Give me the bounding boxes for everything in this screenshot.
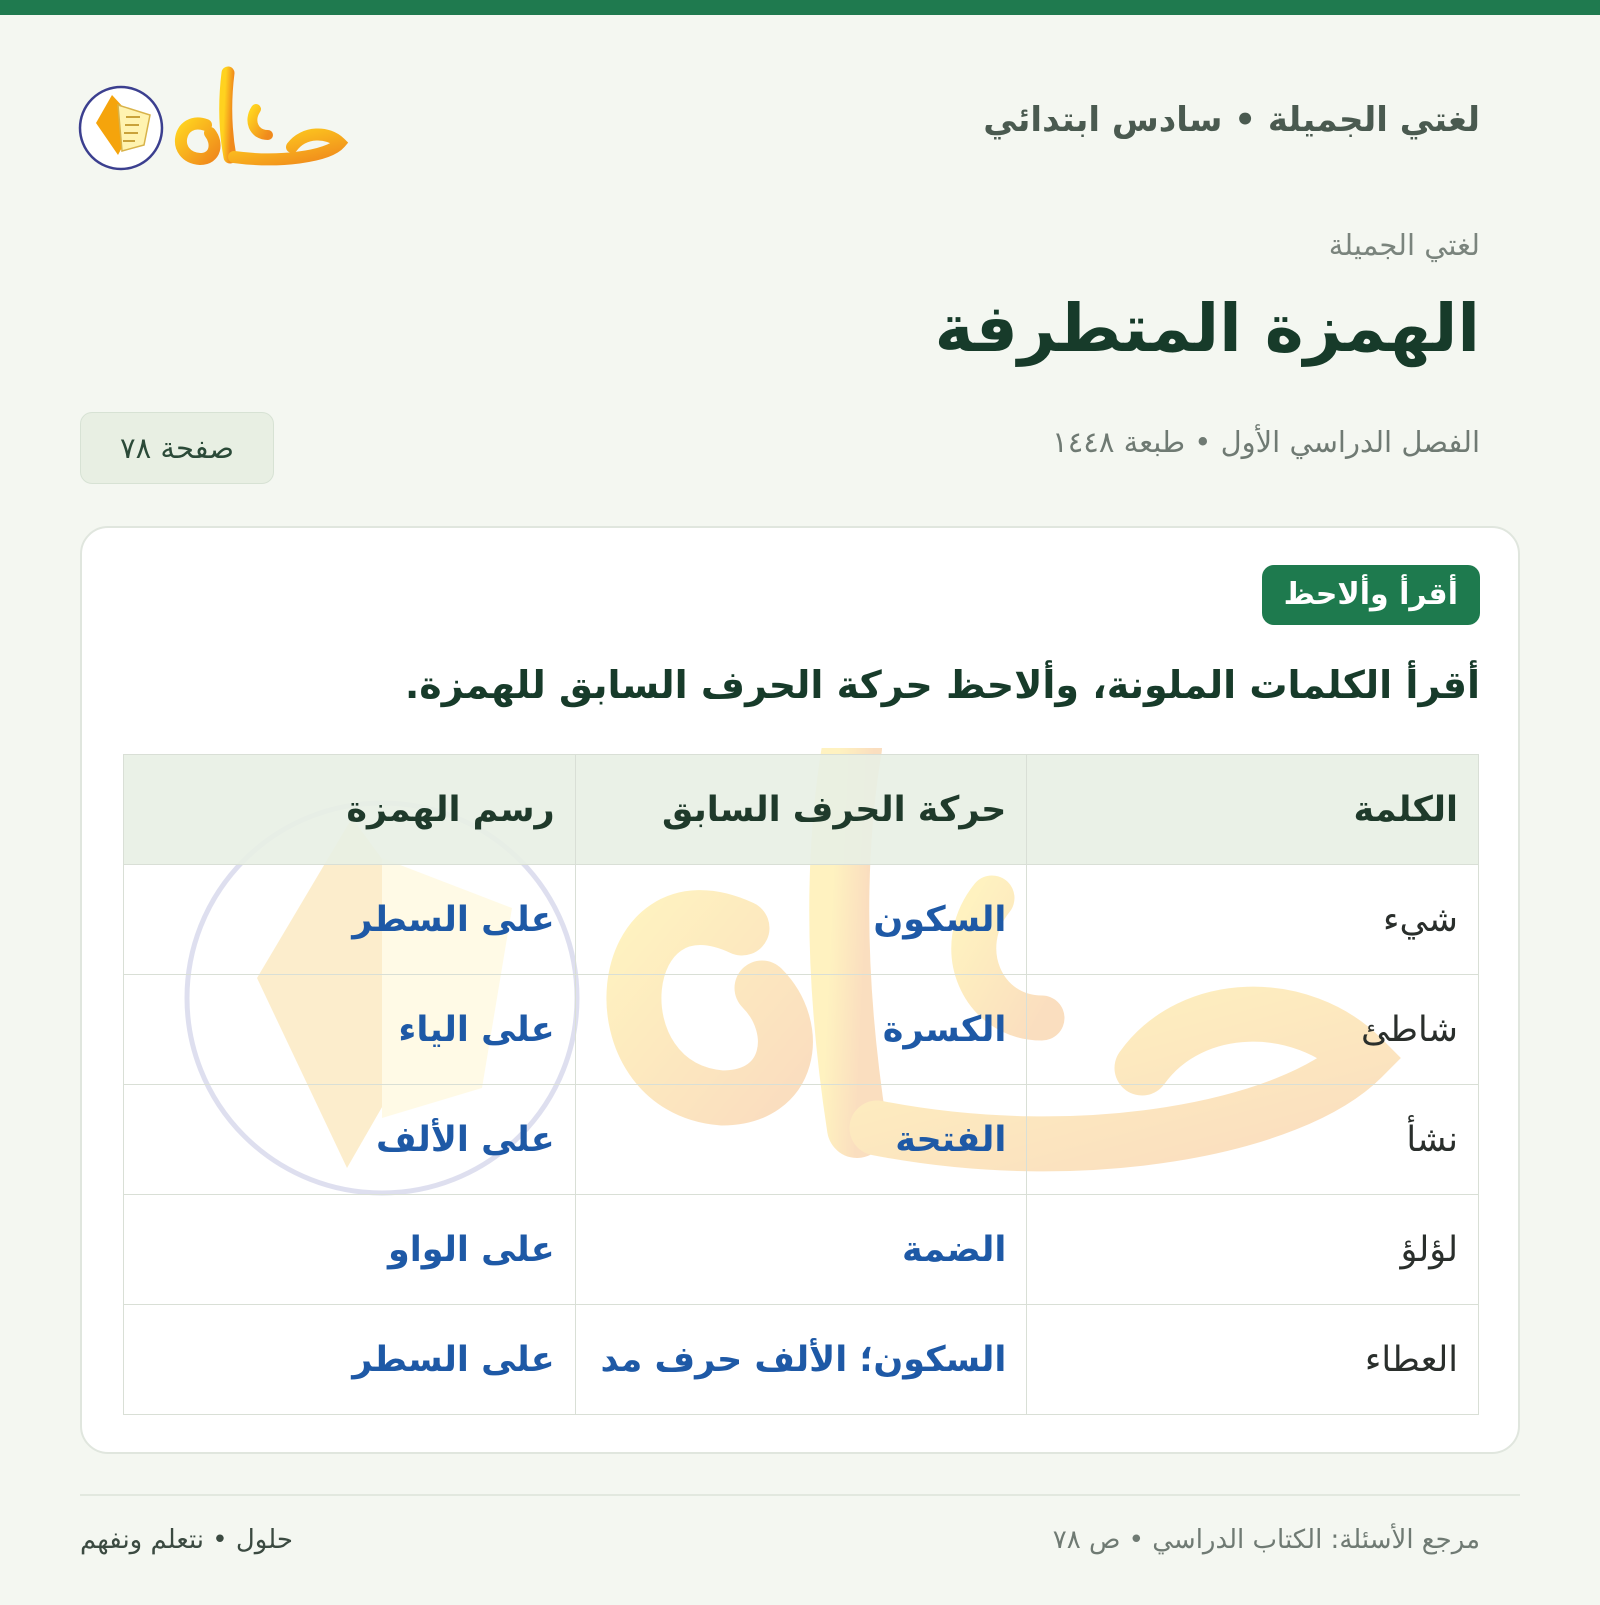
hamza-form-cell: على الواو [124, 1195, 576, 1305]
table-row [124, 1195, 1479, 1305]
hamza-form-cell: على السطر [124, 865, 576, 975]
column-header-word: الكلمة [1027, 755, 1479, 865]
table-row [124, 1085, 1479, 1195]
word-cell: لؤلؤ [1027, 1195, 1479, 1305]
column-header-preceding-vowel: حركة الحرف السابق [575, 755, 1027, 865]
footer-reference: مرجع الأسئلة: الكتاب الدراسي • ص ٧٨ [1052, 1525, 1480, 1555]
edition-meta: الفصل الدراسي الأول • طبعة ١٤٤٨ [1052, 425, 1480, 459]
word-cell: نشأ [1027, 1085, 1479, 1195]
vowel-cell: السكون؛ الألف حرف مد [575, 1305, 1027, 1415]
vowel-cell: الفتحة [575, 1085, 1027, 1195]
table-row [124, 865, 1479, 975]
hamza-form-cell: على الياء [124, 975, 576, 1085]
hamza-form-cell: على الألف [124, 1085, 576, 1195]
lesson-card [80, 526, 1520, 1454]
vowel-cell: الضمة [575, 1195, 1027, 1305]
hulul-logo[interactable] [78, 65, 363, 180]
vowel-cell: الكسرة [575, 975, 1027, 1085]
column-header-hamza-form: رسم الهمزة [124, 755, 576, 865]
page-title: الهمزة المتطرفة [934, 290, 1480, 367]
subject-header: لغتي الجميلة • سادس ابتدائي [983, 100, 1480, 140]
hamza-form-cell: على السطر [124, 1305, 576, 1415]
page-number-badge: صفحة ٧٨ [80, 412, 274, 484]
vowel-cell: السكون [575, 865, 1027, 975]
word-cell: شيء [1027, 865, 1479, 975]
word-cell: العطاء [1027, 1305, 1479, 1415]
breadcrumb[interactable]: لغتي الجميلة [1328, 228, 1480, 262]
word-cell: شاطئ [1027, 975, 1479, 1085]
hamza-table [123, 754, 1479, 1415]
top-accent-bar [0, 0, 1600, 15]
table-row [124, 975, 1479, 1085]
table-header-row [124, 755, 1479, 865]
section-tag-read-observe: أقرأ وألاحظ [1262, 565, 1480, 625]
footer-brand[interactable]: حلول • نتعلم ونفهم [80, 1525, 293, 1555]
instruction-text: أقرأ الكلمات الملونة، وألاحظ حركة الحرف السابق للهمزة. [404, 663, 1480, 707]
table-row [124, 1305, 1479, 1415]
footer-divider [80, 1494, 1520, 1496]
